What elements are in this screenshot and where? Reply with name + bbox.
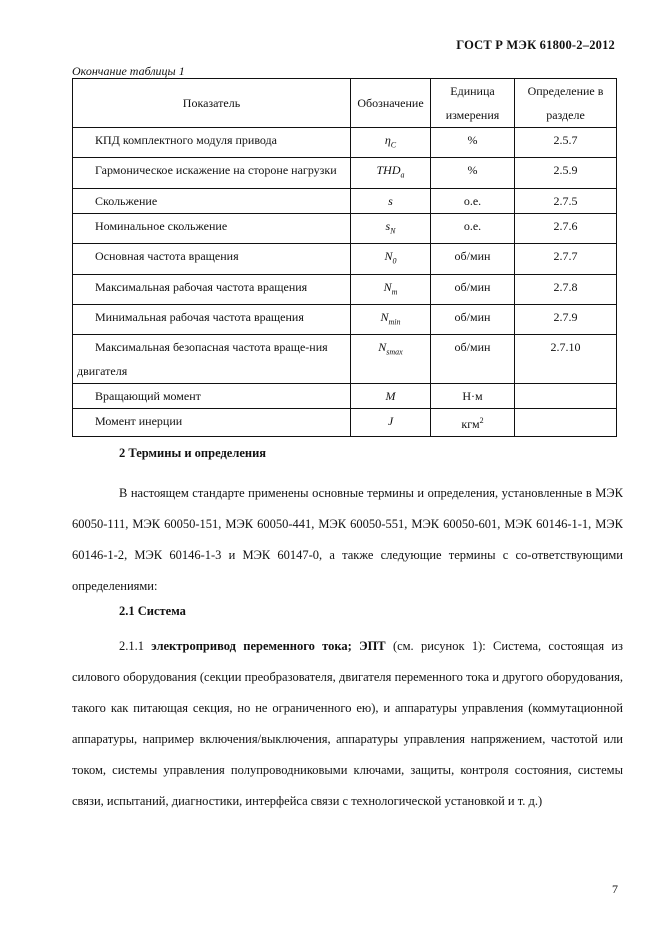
- term-definition: (см. рисунок 1): Система, состоящая из силового оборудования (секции преобразователя, двигателя переменного тока и другого оборудования, такого как питающая секция, но не ограниченного ею), и аппаратуры управления (коммутационной аппаратуры, например включения/выключения, аппаратуры управления напряжением, частотой или током, системы управления полупроводниковыми ключами, защиты, контроля состояния, системы связи, испытаний, диагностики, интерфейса связи с технологической установкой и т. д.): [72, 639, 623, 808]
- row-definition-ref: 2.7.7: [515, 244, 617, 274]
- row-indicator: Максимальная рабочая частота вращения: [73, 274, 351, 304]
- table-row: [73, 335, 617, 384]
- page-number: 7: [612, 882, 618, 896]
- row-definition-ref: [515, 384, 617, 409]
- unit-text: об/мин: [454, 340, 491, 355]
- row-unit: [431, 213, 515, 243]
- symbol-base: N: [380, 309, 389, 324]
- row-symbol: [351, 188, 431, 213]
- symbol-base: η: [384, 133, 391, 147]
- symbol-base: THD: [376, 163, 401, 178]
- row-indicator: Номинальное скольжение: [73, 213, 351, 243]
- table-row: [73, 158, 617, 188]
- symbol-subscript: N: [390, 226, 396, 236]
- row-unit: [431, 188, 515, 213]
- row-unit: [431, 304, 515, 334]
- unit-superscript: 2: [479, 416, 484, 426]
- table-row: [73, 188, 617, 213]
- row-definition-ref: 2.7.6: [515, 213, 617, 243]
- row-symbol: [351, 244, 431, 274]
- row-unit: [431, 244, 515, 274]
- row-unit: [431, 158, 515, 188]
- row-unit: [431, 274, 515, 304]
- symbol-base: N: [384, 249, 393, 264]
- col-header-indicator: Показатель: [73, 79, 351, 128]
- symbol-base: N: [383, 279, 392, 294]
- row-indicator: Максимальная безопасная частота враще-ния двигателя: [73, 335, 351, 384]
- row-symbol: [351, 128, 431, 158]
- section-2-1-heading: 2.1 Система: [119, 604, 186, 618]
- table-header-row: [73, 79, 617, 128]
- symbol-subscript: m: [391, 286, 398, 296]
- table-row: [73, 128, 617, 158]
- table-row: [73, 409, 617, 437]
- symbol-subscript: smax: [386, 347, 403, 357]
- table-row: [73, 384, 617, 409]
- row-symbol: [351, 335, 431, 384]
- document-header: ГОСТ Р МЭК 61800-2–2012: [456, 38, 615, 52]
- unit-text: о.е.: [463, 193, 482, 208]
- row-symbol: [351, 158, 431, 188]
- table-row: [73, 244, 617, 274]
- row-definition-ref: [515, 409, 617, 437]
- symbol-base: M: [385, 389, 396, 404]
- row-definition-ref: 2.5.7: [515, 128, 617, 158]
- section-2-intro: В настоящем стандарте применены основные термины и определения, установленные в МЭК 60050-111, МЭК 60050-151, МЭК 60050-441, МЭК 60050-551, МЭК 60050-601, МЭК 60146-1-1, МЭК 60146-1-2, МЭК 60146-1-3 и МЭК 60147-0, а также следующие термины с со-ответствующими определениями:: [72, 486, 623, 593]
- unit-text: о.е.: [463, 218, 482, 233]
- term-2-1-1: [72, 631, 623, 817]
- row-symbol: [351, 274, 431, 304]
- table-body: [73, 128, 617, 437]
- row-unit: [431, 384, 515, 409]
- row-indicator: Момент инерции: [73, 409, 351, 437]
- row-definition-ref: 2.5.9: [515, 158, 617, 188]
- section-2-heading: 2 Термины и определения: [119, 446, 267, 460]
- col-header-unit: Единица измерения: [431, 79, 515, 128]
- symbol-subscript: C: [390, 140, 397, 150]
- symbol-base: N: [378, 340, 387, 355]
- table-row: [73, 304, 617, 334]
- col-header-symbol: Обозначение: [351, 79, 431, 128]
- row-unit: [431, 128, 515, 158]
- col-header-definition: Определение в разделе: [515, 79, 617, 128]
- term-title: электропривод переменного тока; ЭПТ: [151, 639, 386, 653]
- symbol-base: s: [388, 193, 393, 208]
- unit-text: %: [467, 133, 478, 147]
- row-unit: [431, 335, 515, 384]
- row-indicator: Основная частота вращения: [73, 244, 351, 274]
- row-definition-ref: 2.7.9: [515, 304, 617, 334]
- unit-text: Н·м: [462, 389, 483, 404]
- row-definition-ref: 2.7.5: [515, 188, 617, 213]
- symbol-subscript: a: [400, 170, 405, 180]
- unit-text: %: [467, 163, 478, 178]
- row-symbol: [351, 409, 431, 437]
- row-definition-ref: 2.7.8: [515, 274, 617, 304]
- symbol-subscript: 0: [392, 256, 397, 266]
- table-row: [73, 274, 617, 304]
- symbol-subscript: min: [388, 317, 401, 327]
- table-row: [73, 213, 617, 243]
- row-indicator: КПД комплектного модуля привода: [73, 128, 351, 158]
- row-unit: [431, 409, 515, 437]
- parameters-table: [72, 78, 617, 437]
- symbol-base: s: [385, 218, 391, 233]
- unit-text: об/мин: [454, 279, 491, 294]
- unit-text: об/мин: [454, 309, 491, 324]
- row-symbol: [351, 213, 431, 243]
- row-indicator: Скольжение: [73, 188, 351, 213]
- table-caption: Окончание таблицы 1: [72, 64, 185, 78]
- unit-text: кгм: [461, 417, 480, 432]
- term-number: 2.1.1: [119, 639, 144, 653]
- row-symbol: [351, 384, 431, 409]
- row-indicator: Минимальная рабочая частота вращения: [73, 304, 351, 334]
- symbol-base: J: [387, 414, 394, 429]
- row-indicator: Вращающий момент: [73, 384, 351, 409]
- unit-text: об/мин: [454, 249, 491, 264]
- row-indicator: Гармоническое искажение на стороне нагрузки: [73, 158, 351, 188]
- row-symbol: [351, 304, 431, 334]
- row-definition-ref: 2.7.10: [515, 335, 617, 384]
